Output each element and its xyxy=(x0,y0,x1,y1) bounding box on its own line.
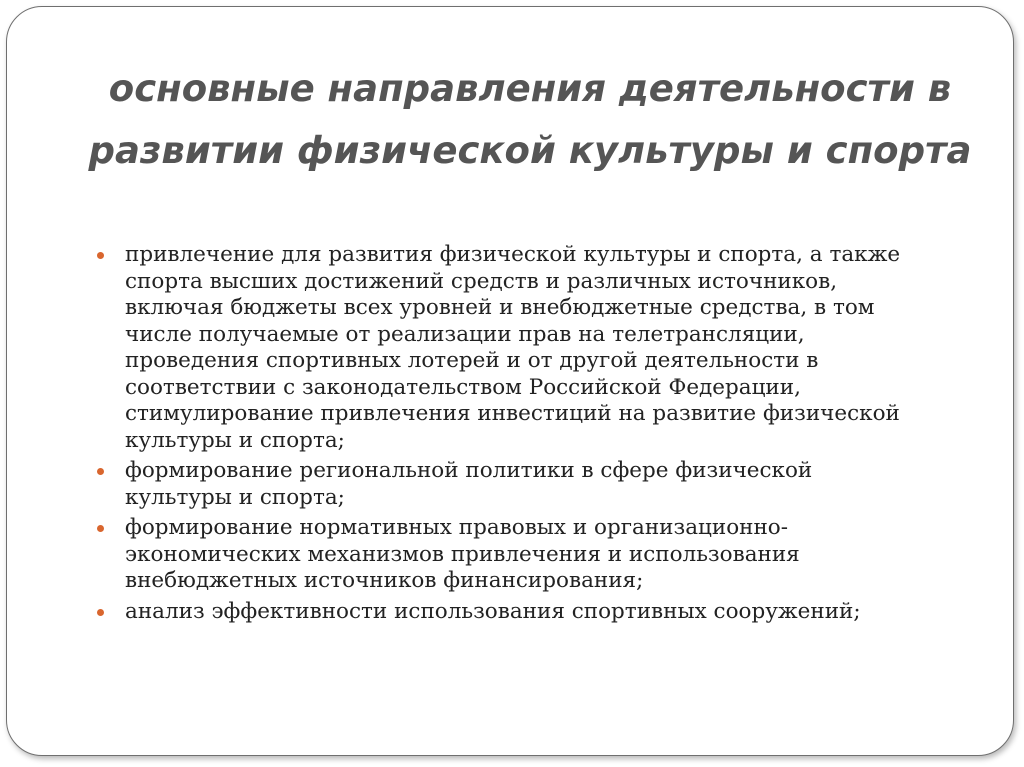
bullet-text: привлечение для развития физической культуры и спорта, а также спорта высших достижений средств и различных источников, включая бюджеты всех уровней и внебюджетные средства, в том числе получаемые от реализации прав на телетрансляции, проведения спортивных лотерей и от другой деятельности в соответствии с законодательством Российской Федерации, стимулирование привлечения инвестиций на развитие физической культуры и спорта; xyxy=(125,242,901,453)
bullet-text: формирование региональной политики в сфере физической культуры и спорта; xyxy=(125,458,813,510)
bullet-item xyxy=(95,599,925,626)
bullet-dot-icon xyxy=(97,525,104,532)
bullet-text: анализ эффективности использования спортивных сооружений; xyxy=(125,598,861,624)
slide-title: основные направления деятельности в развитии физической культуры и спорта xyxy=(88,67,972,172)
bullet-item xyxy=(95,515,925,595)
bullet-dot-icon xyxy=(97,252,104,259)
bullet-item xyxy=(95,242,925,454)
bullet-item xyxy=(95,458,925,511)
bullet-list xyxy=(95,242,925,629)
bullet-dot-icon xyxy=(97,609,104,616)
bullet-dot-icon xyxy=(97,468,104,475)
bullet-text: формирование нормативных правовых и организационно-экономических механизмов привлечения и использования внебюджетных источников финансирования; xyxy=(125,515,800,593)
